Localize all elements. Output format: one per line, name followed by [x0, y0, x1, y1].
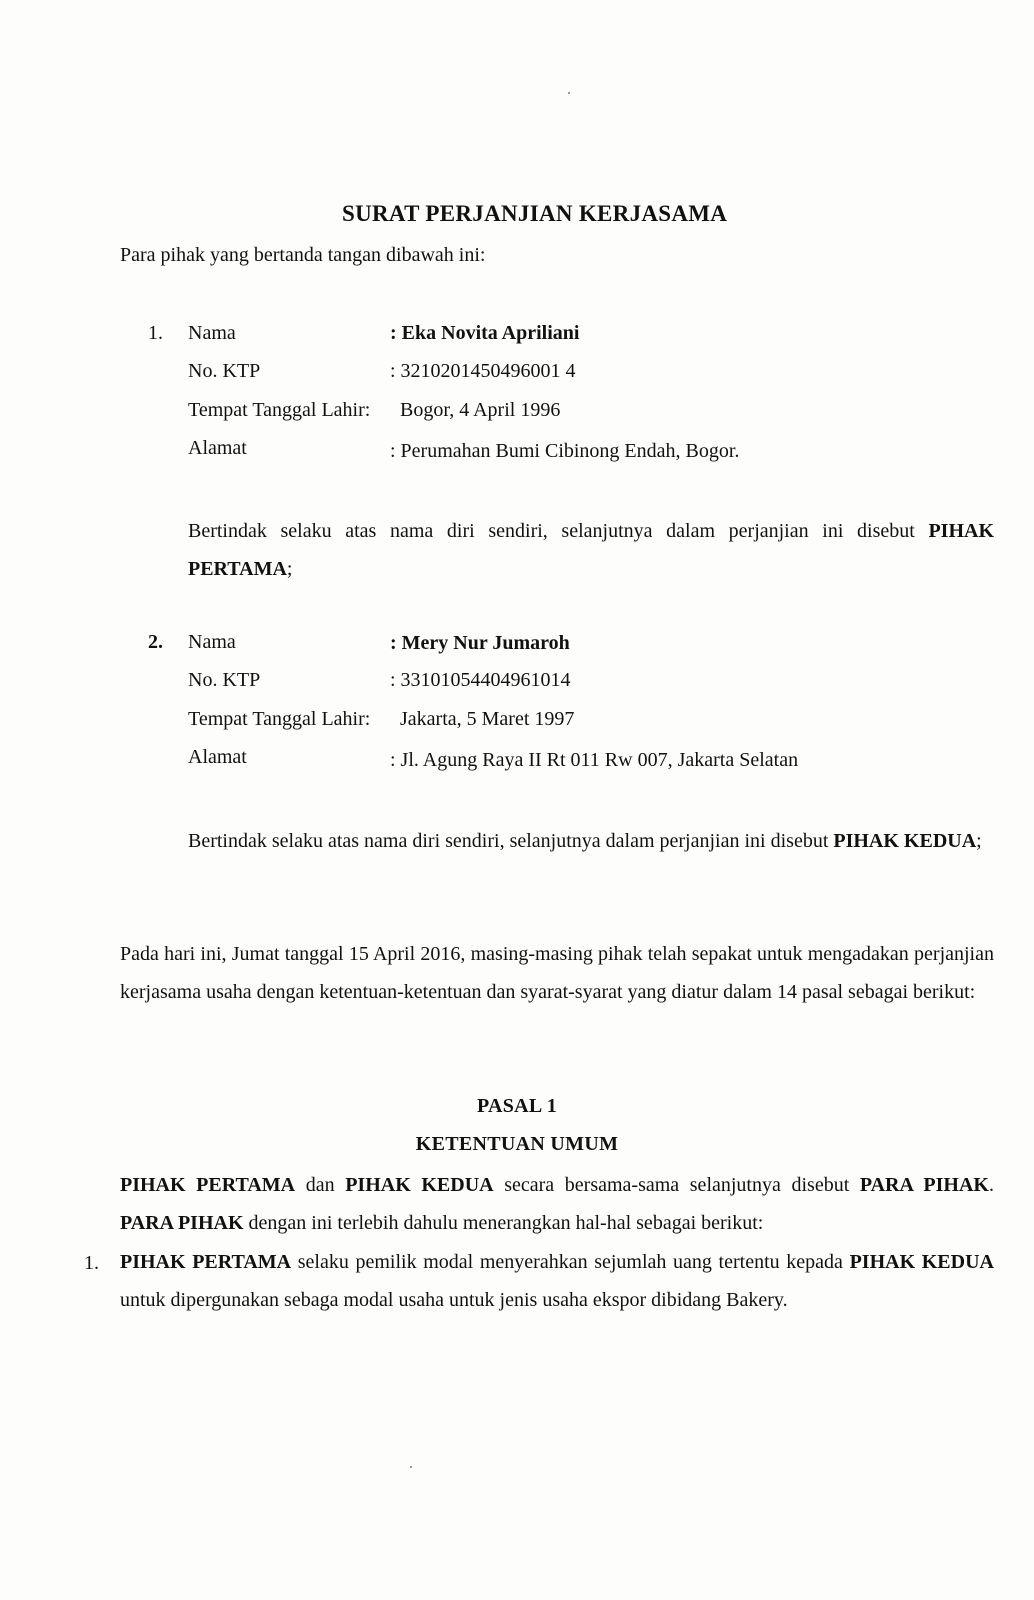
ktp-label: No. KTP: [188, 669, 261, 691]
intro-text: Para pihak yang bertanda tangan dibawah ini:: [120, 244, 486, 266]
address-value: : Perumahan Bumi Cibinong Endah, Bogor.: [390, 440, 740, 462]
address-value: : Jl. Agung Raya II Rt 011 Rw 007, Jakarta Selatan: [390, 749, 799, 771]
scan-speck: [410, 1466, 412, 1468]
pasal-number: PASAL 1: [476, 1095, 558, 1117]
name-value: : Eka Novita Apriliani: [390, 322, 580, 344]
address-label: Alamat: [188, 746, 247, 768]
name-value: : Mery Nur Jumaroh: [390, 632, 570, 654]
pasal-heading: KETENTUAN UMUM: [415, 1133, 619, 1155]
acting-paragraph: Bertindak selaku atas nama diri sendiri, selanjutnya dalam perjanjian ini disebut PIHAK KEDUA;: [188, 830, 982, 852]
role-name: PIHAK KEDUA: [833, 830, 977, 852]
party-number: 1.: [148, 322, 163, 344]
ktp-value: : 33101054404961014: [390, 669, 571, 691]
ttl-label: Tempat Tanggal Lahir:: [188, 399, 371, 421]
pasal-item: PIHAK PERTAMA selaku pemilik modal menyerahkan sejumlah uang tertentu kepada PIHAK KEDUA untuk dipergunakan sebaga modal usaha untuk jenis usaha ekspor dibidang Bakery.: [120, 1251, 994, 1311]
address-label: Alamat: [188, 437, 247, 459]
document-title: SURAT PERJANJIAN KERJASAMA: [342, 201, 728, 226]
scan-speck: [568, 92, 570, 94]
pasal-intro: PIHAK PERTAMA dan PIHAK KEDUA secara bersama-sama selanjutnya disebut PARA PIHAK. PARA PIHAK dengan ini terlebih dahulu menerangkan hal-hal sebagai berikut:: [120, 1174, 994, 1234]
name-label: Nama: [188, 631, 236, 653]
agreement-paragraph: Pada hari ini, Jumat tanggal 15 April 2016, masing-masing pihak telah sepakat untuk mengadakan perjanjian kerjasama usaha dengan ketentuan-ketentuan dan syarat-syarat yang diatur dalam 14 pasal sebagai berikut:: [120, 943, 994, 1003]
ktp-label: No. KTP: [188, 360, 261, 382]
ttl-value: Jakarta, 5 Maret 1997: [400, 708, 575, 730]
ttl-value: Bogor, 4 April 1996: [400, 399, 561, 421]
ktp-value: : 3210201450496001 4: [390, 360, 576, 382]
name-label: Nama: [188, 322, 236, 344]
acting-paragraph: Bertindak selaku atas nama diri sendiri, selanjutnya dalam perjanjian ini disebut PIHAK PERTAMA;: [188, 520, 994, 580]
party-number: 2.: [148, 631, 163, 653]
pasal-item-number: 1.: [84, 1252, 99, 1274]
role-name: PIHAK PERTAMA: [188, 520, 994, 580]
ttl-label: Tempat Tanggal Lahir:: [188, 708, 371, 730]
